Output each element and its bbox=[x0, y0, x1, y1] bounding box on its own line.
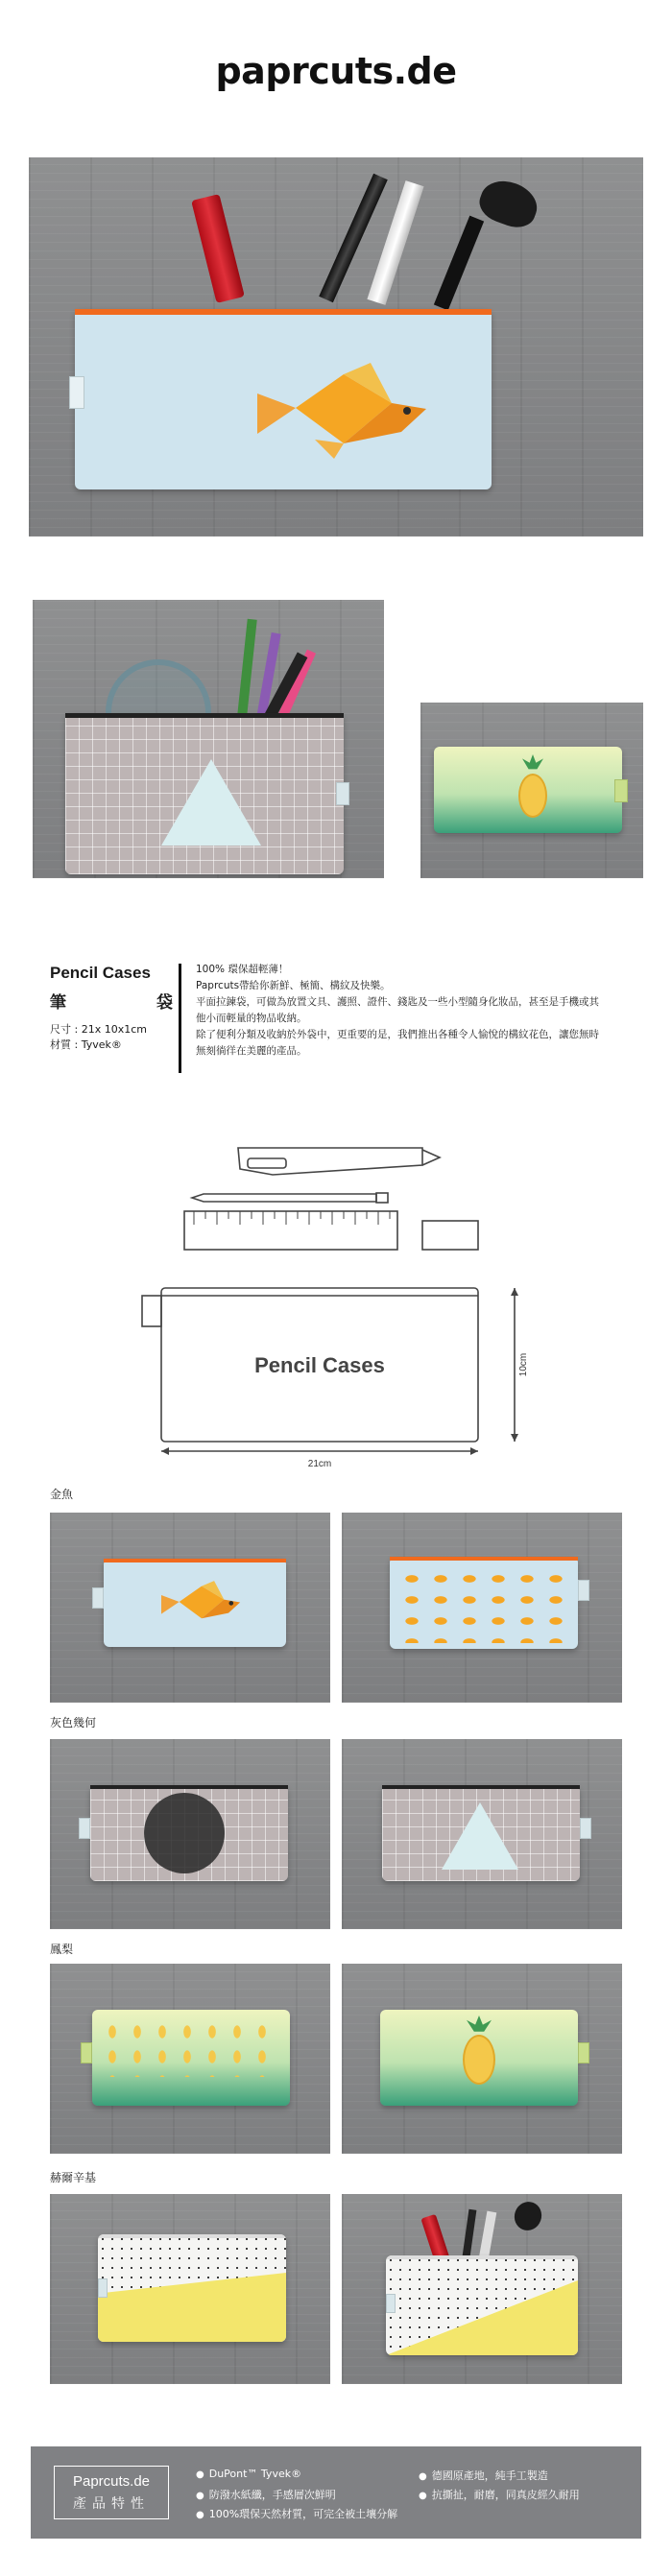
height-label: 10cm bbox=[518, 1352, 529, 1377]
white-zipper bbox=[98, 2234, 286, 2238]
pineapple-pattern-photo bbox=[50, 1964, 330, 2154]
brush-handle-image bbox=[434, 216, 484, 311]
product-description bbox=[196, 962, 599, 1060]
section-label-goldfish: 金魚 bbox=[50, 1488, 74, 1501]
yellow-stripe-shape bbox=[98, 2273, 286, 2342]
pouch-tag bbox=[580, 1818, 591, 1839]
circle-pouch bbox=[90, 1785, 288, 1881]
diagram-title: Pencil Cases bbox=[254, 1353, 385, 1377]
goldfish-icon bbox=[161, 1574, 242, 1630]
goldfish-pouch bbox=[104, 1559, 286, 1647]
eraser-icon bbox=[422, 1221, 478, 1250]
width-label: 21cm bbox=[307, 1459, 332, 1469]
goldfish-section-photo bbox=[50, 1513, 622, 1703]
lipstick-image bbox=[191, 194, 245, 303]
product-title: Pencil Cases bbox=[50, 964, 151, 982]
pouch-tag bbox=[92, 1587, 104, 1609]
pineapple-pouch bbox=[434, 747, 622, 833]
goldfish-icon bbox=[257, 355, 430, 461]
product-title-cn-char: 袋 bbox=[156, 993, 173, 1013]
product-title-cn bbox=[50, 989, 173, 1013]
footer-brand-box bbox=[54, 2466, 169, 2519]
pouch-tag bbox=[578, 2042, 589, 2063]
features-footer bbox=[31, 2446, 641, 2539]
helsinki-section-photo bbox=[50, 2194, 622, 2384]
triangle-shape bbox=[442, 1802, 518, 1870]
triangle-pouch bbox=[65, 713, 344, 874]
black-zipper bbox=[382, 1785, 580, 1789]
orange-zipper bbox=[75, 309, 492, 315]
pineapple-icon bbox=[463, 2035, 495, 2085]
pouch-tag bbox=[98, 2278, 108, 2298]
goldfish-pattern-photo bbox=[342, 1513, 622, 1703]
geometric-section-photo bbox=[50, 1739, 622, 1929]
pineapple-pattern-pouch bbox=[92, 2010, 290, 2106]
goldfish-single-photo bbox=[50, 1513, 330, 1703]
feature-item: ● 抗撕扯，耐磨，同真皮經久耐用 bbox=[419, 2487, 580, 2502]
description-line: 除了便利分類及收納於外袋中，更重要的是，我們推出各種令人愉悅的構紋花色，讓您無時無刻徜徉在美麗的產品。 bbox=[196, 1029, 599, 1057]
pouch-tag bbox=[336, 782, 349, 805]
footer-brand: Paprcuts.de bbox=[72, 2473, 151, 2490]
footer-subtitle: 產品特性 bbox=[73, 2496, 150, 2512]
product-specs bbox=[50, 1022, 173, 1053]
geometric-photo bbox=[33, 600, 384, 878]
pouch-tag bbox=[81, 2042, 92, 2063]
feature-item: ● 德國原產地，純手工製造 bbox=[419, 2468, 548, 2483]
pencil-icon bbox=[192, 1194, 376, 1202]
product-title-cn-char: 筆 bbox=[50, 993, 66, 1013]
orange-zipper bbox=[390, 1557, 578, 1561]
brush-image bbox=[511, 2198, 546, 2234]
pouch-tag bbox=[386, 2294, 396, 2313]
triangle-pouch bbox=[382, 1785, 580, 1881]
feature-item: ● 防潑水紙纖，手感層次鮮明 bbox=[196, 2487, 336, 2502]
triangle-shape bbox=[161, 759, 261, 846]
pouch-tag bbox=[69, 376, 84, 409]
pouch-tag bbox=[578, 1580, 589, 1601]
section-label-pineapple: 鳳梨 bbox=[50, 1943, 74, 1956]
goldfish-pattern-pouch bbox=[390, 1557, 578, 1649]
pencil-image bbox=[236, 619, 256, 725]
circle-pouch-photo bbox=[50, 1739, 330, 1929]
white-zipper bbox=[386, 2255, 578, 2259]
cutter-knife-icon bbox=[238, 1148, 422, 1175]
pineapple-single-photo bbox=[342, 1964, 622, 2154]
helsinki-cosmetics-photo bbox=[342, 2194, 622, 2384]
pineapple-icon bbox=[518, 774, 547, 818]
helsinki-plain-photo bbox=[50, 2194, 330, 2384]
product-size: 尺寸 : 21x 10x1cm bbox=[50, 1023, 147, 1036]
feature-item: ● DuPont™ Tyvek® bbox=[196, 2468, 301, 2480]
hero-photo bbox=[29, 157, 643, 537]
ruler-icon bbox=[184, 1211, 397, 1250]
description-line: 100% 環保超輕薄！ bbox=[196, 964, 289, 975]
product-material: 材質 : Tyvek® bbox=[50, 1038, 122, 1051]
pineapple-photo bbox=[420, 703, 643, 878]
brush-image bbox=[474, 174, 542, 233]
size-diagram bbox=[0, 1123, 672, 1478]
section-label-grey-geometric: 灰色幾何 bbox=[50, 1716, 97, 1729]
black-zipper bbox=[65, 713, 344, 718]
orange-zipper bbox=[104, 1559, 286, 1562]
pouch-tag bbox=[614, 779, 628, 802]
description-line: 平面拉鍊袋，可做為放置文具、護照、證件、錢匙及一些小型隨身化妝品，甚至是手機或其他小而輕量的物品收納。 bbox=[196, 996, 599, 1024]
triangle-pouch-photo bbox=[342, 1739, 622, 1929]
circle-shape bbox=[144, 1793, 225, 1873]
goldfish-pattern-icon bbox=[397, 1568, 570, 1643]
goldfish-pouch bbox=[75, 309, 492, 489]
divider-bar bbox=[179, 964, 181, 1073]
product-info-title bbox=[50, 964, 173, 1053]
pineapple-pattern-icon bbox=[100, 2019, 282, 2077]
helsinki-pouch bbox=[98, 2234, 286, 2342]
helsinki-pouch bbox=[386, 2255, 578, 2355]
pouch-tag bbox=[79, 1818, 90, 1839]
pineapple-section-photo bbox=[50, 1964, 622, 2154]
description-line: Paprcuts帶給你新鮮、極簡、構紋及快樂。 bbox=[196, 980, 391, 991]
brand-logo: paprcuts.de bbox=[215, 50, 457, 92]
yellow-stripe-shape bbox=[386, 2280, 578, 2355]
pineapple-leaves-icon bbox=[522, 754, 543, 775]
pineapple-pouch bbox=[380, 2010, 578, 2106]
feature-item: ● 100%環保天然材質，可完全被土壤分解 bbox=[196, 2506, 397, 2521]
section-label-helsinki: 赫爾辛基 bbox=[50, 2171, 97, 2184]
black-zipper bbox=[90, 1785, 288, 1789]
protractor-image bbox=[106, 659, 211, 719]
